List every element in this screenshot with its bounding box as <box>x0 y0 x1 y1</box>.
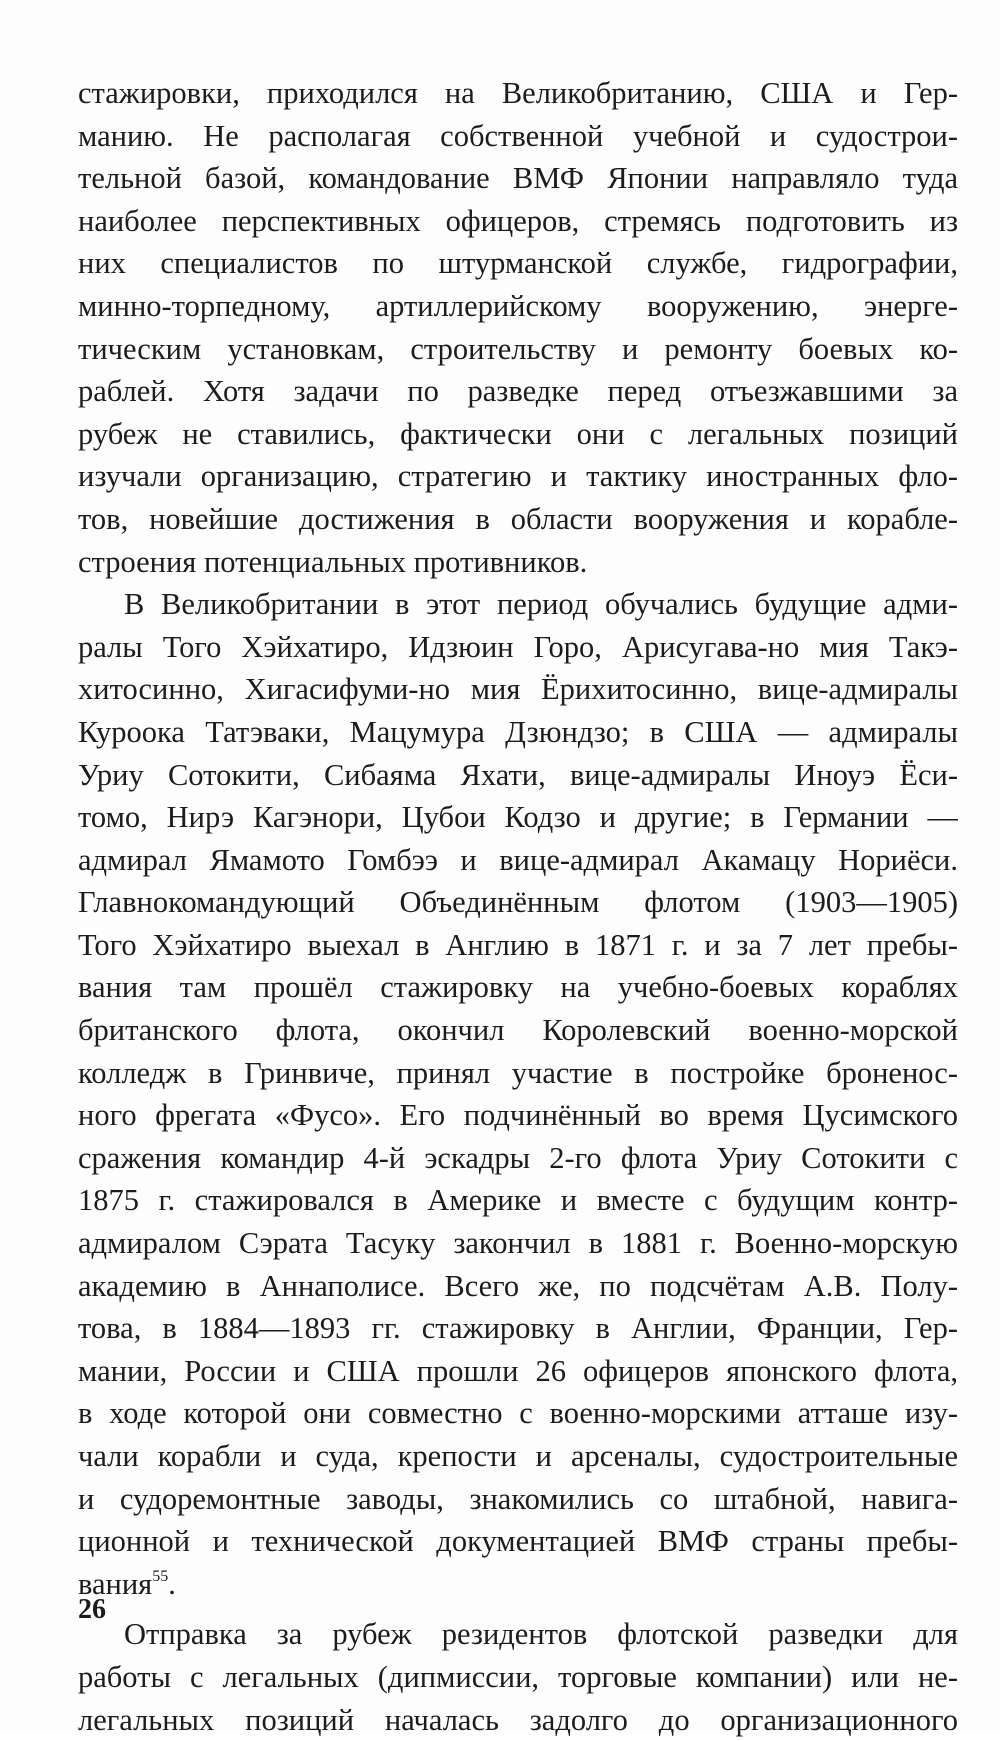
text-line: них специалистов по штурманской службе, гидрографии, <box>78 246 958 281</box>
text-line: работы с легальных (дипмиссии, торговые компании) или не- <box>78 1659 958 1694</box>
text-line: тов, новейшие достижения в области вооружения и корабле- <box>78 501 958 536</box>
text-line: колледж в Гринвиче, принял участие в постройке броненос- <box>78 1055 958 1090</box>
paragraph-1 <box>78 72 958 583</box>
text-line: адмиралом Сэрата Тасуку закончил в 1881 г. Военно-морскую <box>78 1226 958 1261</box>
text-line: Главнокомандующий Объединённым флотом (1903—1905) <box>78 885 958 920</box>
page-number: 26 <box>78 1594 106 1625</box>
text-line: академию в Аннаполисе. Всего же, по подсчётам А.В. Полу- <box>78 1268 958 1303</box>
text-line: тическим установкам, строительству и ремонту боевых ко- <box>78 331 958 366</box>
text-line: Того Хэйхатиро выехал в Англию в 1871 г. и за 7 лет пребы- <box>78 927 958 962</box>
footnote-reference[interactable]: 55 <box>152 1567 169 1585</box>
text-line: строения потенциальных противников. <box>78 544 588 579</box>
text-line: томо, Нирэ Кагэнори, Цубои Кодзо и другие; в Германии — <box>78 800 958 835</box>
paragraph-spacer <box>78 1605 958 1613</box>
text-line: тельной базой, командование ВМФ Японии направляло туда <box>78 161 958 196</box>
text-line: това, в 1884—1893 гг. стажировку в Англии, Франции, Гер- <box>78 1311 958 1346</box>
text-line: и судоремонтные заводы, знакомились со штабной, навига- <box>78 1481 958 1516</box>
text-line: рубеж не ставились, фактически они с легальных позиций <box>78 416 958 451</box>
text-line: ного фрегата «Фусо». Его подчинённый во время Цусимского <box>78 1098 958 1133</box>
text-line: хитосинно, Хигасифуми-но мия Ёрихитосинно, вице-адмиралы <box>78 672 958 707</box>
text-line: вания там прошёл стажировку на учебно-боевых кораблях <box>78 970 958 1005</box>
text-line: 1875 г. стажировался в Америке и вместе с будущим контр- <box>78 1183 958 1218</box>
text-line: британского флота, окончил Королевский военно-морской <box>78 1013 958 1048</box>
text-line: ционной и технической документацией ВМФ страны пребы- <box>78 1524 958 1559</box>
text-line: легальных позиций началась задолго до организационного <box>78 1702 958 1737</box>
text-line: Куроока Татэваки, Мацумура Дзюндзо; в США — адмиралы <box>78 714 958 749</box>
text-line: адмирал Ямамото Гомбээ и вице-адмирал Акамацу Нориёси. <box>78 842 958 877</box>
text-line: сражения командир 4-й эскадры 2-го флота Уриу Сотокити с <box>78 1140 958 1175</box>
final-line-tail: . <box>168 1566 176 1601</box>
text-line: изучали организацию, стратегию и тактику иностранных фло- <box>78 459 958 494</box>
text-line-final <box>78 1563 958 1606</box>
body-text <box>78 72 958 1741</box>
text-line: минно-торпедному, артиллерийскому вооружению, энерге- <box>78 288 958 323</box>
final-line-text: вания <box>78 1566 153 1601</box>
text-line: Отправка за рубеж резидентов флотской разведки для <box>124 1617 958 1652</box>
text-line: в ходе которой они совместно с военно-морскими атташе изу- <box>78 1396 958 1431</box>
paragraph-3 <box>78 1613 958 1741</box>
text-line: раблей. Хотя задачи по разведке перед отъезжавшими за <box>78 374 958 409</box>
text-line: Уриу Сотокити, Сибаяма Яхати, вице-адмиралы Иноуэ Ёси- <box>78 757 958 792</box>
text-line: ралы Того Хэйхатиро, Идзюин Горо, Арисугава-но мия Такэ- <box>78 629 958 664</box>
text-line: стажировки, приходился на Великобританию, США и Гер- <box>78 76 958 110</box>
text-line: мании, России и США прошли 26 офицеров японского флота, <box>78 1353 958 1388</box>
paragraph-2 <box>78 583 958 1605</box>
text-line: наиболее перспективных офицеров, стремясь подготовить из <box>78 203 958 238</box>
text-line: В Великобритании в этот период обучались будущие адми- <box>124 587 958 622</box>
text-line: чали корабли и суда, крепости и арсеналы, судостроительные <box>78 1439 958 1473</box>
text-line: манию. Не располагая собственной учебной и судострои- <box>78 118 958 153</box>
